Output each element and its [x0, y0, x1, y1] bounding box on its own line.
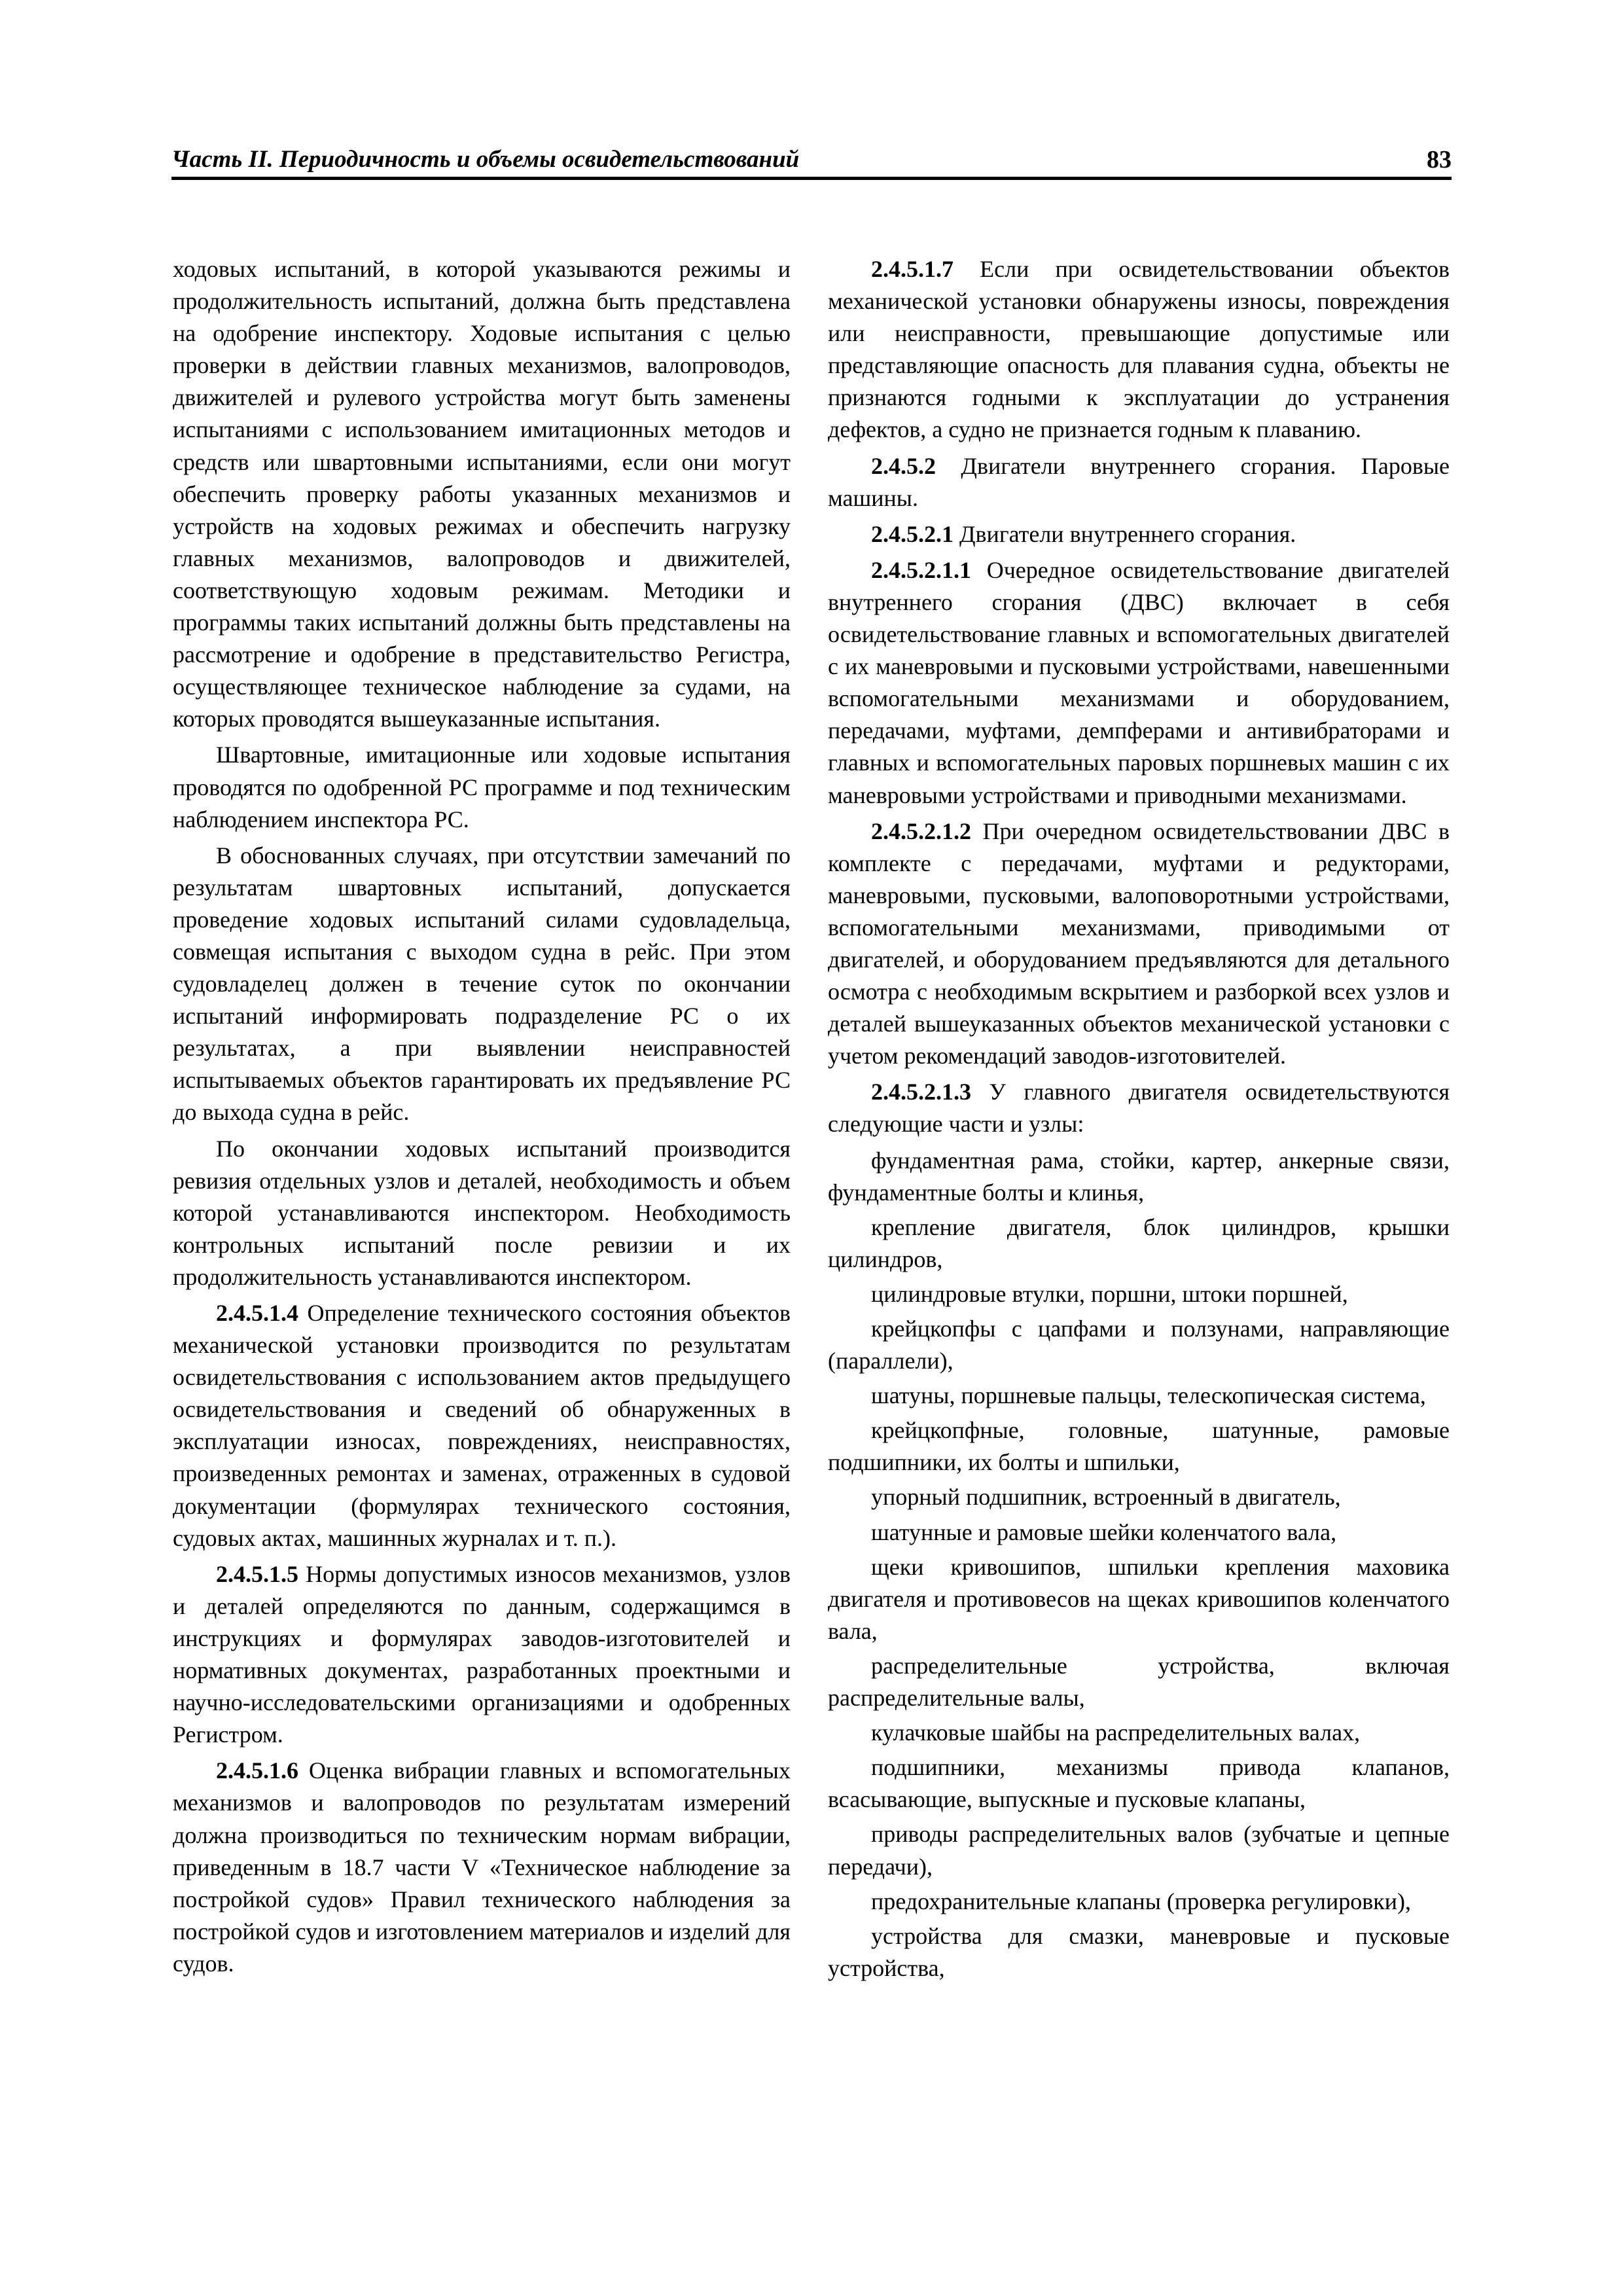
- section-number: 2.4.5.2.1.2: [871, 817, 971, 844]
- running-header: [171, 140, 1452, 180]
- list-item: крепление двигателя, блок цилиндров, крышки цилиндров,: [828, 1213, 1450, 1272]
- section-2-4-5-1-4: 2.4.5.1.4 Определение технического состояния объектов механической установки производится по результатам освидетельствования с использованием актов предыдущего освидетельствования и сведений об обнаруженных в эксплуатации износах, повреждениях, неисправностях, произведенных ремонтах и заменах, отраженных в судовой документации (формулярах технического состояния, судовых актах, машинных журналах и т. п.).: [173, 1300, 791, 1551]
- section-2-4-5-2: 2.4.5.2 Двигатели внутреннего сгорания. Паровые машины.: [828, 452, 1450, 511]
- section-2-4-5-2-1: 2.4.5.2.1 Двигатели внутреннего сгорания.: [871, 520, 1296, 547]
- section-number: 2.4.5.1.6: [216, 1757, 298, 1784]
- section-number: 2.4.5.1.7: [871, 256, 954, 282]
- section-2-4-5-2-1-3: 2.4.5.2.1.3 У главного двигателя освидетельствуются следующие части и узлы:: [828, 1079, 1450, 1138]
- section-number: 2.4.5.2.1: [871, 520, 954, 547]
- paragraph: По окончании ходовых испытаний производится ревизия отдельных узлов и деталей, необходимость и объем которой устанавливаются инспектором. Необходимость контрольных испытаний после ревизии и их продолжительность устанавливаются инспектором.: [173, 1135, 791, 1290]
- section-number: 2.4.5.1.4: [216, 1300, 298, 1326]
- list-item: цилиндровые втулки, поршни, штоки поршней,: [871, 1280, 1348, 1307]
- list-item: приводы распределительных валов (зубчатые и цепные передачи),: [828, 1821, 1450, 1880]
- paragraph: Швартовные, имитационные или ходовые испытания проводятся по одобренной РС программе и под техническим наблюдением инспектора РС.: [173, 742, 791, 833]
- section-2-4-5-2-1-1: 2.4.5.2.1.1 Очередное освидетельствование двигателей внутреннего сгорания (ДВС) включает в себя освидетельствование главных и вспомогательных двигателей с их маневровыми и пусковыми устройствами, навешенными вспомогательными механизмами и оборудованием, передачами, муфтами, демпферами и антивибраторами и главных и вспомогательных паровых поршневых машин с их маневровыми устройствами и приводными механизмами.: [828, 556, 1450, 808]
- list-item: устройства для смазки, маневровые и пусковые устройства,: [828, 1922, 1450, 1981]
- list-item: крейцкопфы с цапфами и ползунами, направляющие (параллели),: [828, 1316, 1450, 1374]
- section-number: 2.4.5.2.1.1: [871, 556, 971, 583]
- paragraph: В обоснованных случаях, при отсутствии замечаний по результатам швартовных испытаний, допускается проведение ходовых испытаний силами судовладельца, совмещая испытания с выходом судна в рейс. При этом судовладелец должен в течение суток по окончании испытаний информировать подразделение РС о их результатах, а при выявлении неисправностей испытываемых объектов гарантировать их предъявление РС до выхода судна в рейс.: [173, 842, 791, 1126]
- list-item: шатуны, поршневые пальцы, телескопическая система,: [871, 1382, 1426, 1409]
- section-number: 2.4.5.2: [871, 452, 936, 479]
- section-2-4-5-1-5: 2.4.5.1.5 Нормы допустимых износов механизмов, узлов и деталей определяются по данным, содержащимся в инструкциях и формулярах заводов-изготовителей и нормативных документах, разработанных проектными и научно-исследовательскими организациями и одобренных Регистром.: [173, 1560, 791, 1748]
- header-title: Часть II. Периодичность и объемы освидетельствований: [171, 146, 800, 173]
- list-item: предохранительные клапаны (проверка регулировки),: [871, 1888, 1411, 1914]
- list-item: щеки кривошипов, шпильки крепления маховика двигателя и противовесов на щеках кривошипов коленчатого вала,: [828, 1553, 1450, 1644]
- section-2-4-5-2-1-2: 2.4.5.2.1.2 При очередном освидетельствовании ДВС в комплекте с передачами, муфтами и редукторами, маневровыми, пусковыми, валоповоротными устройствами, вспомогательными механизмами, приводимыми от двигателей, и оборудованием предъявляются для детального осмотра с необходимым вскрытием и разборкой всех узлов и деталей вышеуказанных объектов механической установки с учетом рекомендаций заводов-изготовителей.: [828, 817, 1450, 1069]
- section-number: 2.4.5.2.1.3: [871, 1079, 971, 1105]
- list-item: распределительные устройства, включая распределительные валы,: [828, 1652, 1450, 1712]
- paragraph: ходовых испытаний, в которой указываются режимы и продолжительность испытаний, должна быть представлена на одобрение инспектору. Ходовые испытания с целью проверки в действии главных механизмов, валопроводов, движителей и рулевого устройства могут быть заменены испытаниями с использованием имитационных методов и средств или швартовными испытаниями, если они могут обеспечить проверку работы указанных механизмов и устройств на ходовых режимах и обеспечить нагрузку главных механизмов, валопроводов и движителей, соответствующую ходовым режимам. Методики и программы таких испытаний должны быть представлены на рассмотрение и одобрение в представительство Регистра, осуществляющее техническое наблюдение за судами, на которых проводятся вышеуказанные испытания.: [173, 256, 791, 732]
- section-2-4-5-1-7: 2.4.5.1.7 Если при освидетельствовании объектов механической установки обнаружены износы, повреждения или неисправности, превышающие допустимые или представляющие опасность для плавания судна, объекты не признаются годными к эксплуатации до устранения дефектов, а судно не признается годным к плаванию.: [828, 256, 1450, 443]
- right-column: [828, 253, 1450, 1987]
- list-item: упорный подшипник, встроенный в двигатель,: [871, 1484, 1341, 1511]
- list-item: крейцкопфные, головные, шатунные, рамовые подшипники, их болты и шпильки,: [828, 1417, 1450, 1476]
- section-number: 2.4.5.1.5: [216, 1560, 298, 1587]
- list-item: фундаментная рама, стойки, картер, анкерные связи, фундаментные болты и клинья,: [828, 1147, 1450, 1206]
- left-column: [173, 253, 791, 1984]
- section-2-4-5-1-6: 2.4.5.1.6 Оценка вибрации главных и вспомогательных механизмов и валопроводов по результатам измерений должна производиться по техническим нормам вибрации, приведенным в 18.7 части V «Техническое наблюдение за постройкой судов» Правил технического наблюдения за постройкой судов и изготовлением материалов и изделий для судов.: [173, 1757, 791, 1977]
- list-item: подшипники, механизмы привода клапанов, всасывающие, выпускные и пусковые клапаны,: [828, 1754, 1450, 1813]
- list-item: шатунные и рамовые шейки коленчатого вала,: [871, 1518, 1337, 1545]
- page-number: 83: [1427, 146, 1452, 173]
- list-item: кулачковые шайбы на распределительных валах,: [871, 1719, 1361, 1746]
